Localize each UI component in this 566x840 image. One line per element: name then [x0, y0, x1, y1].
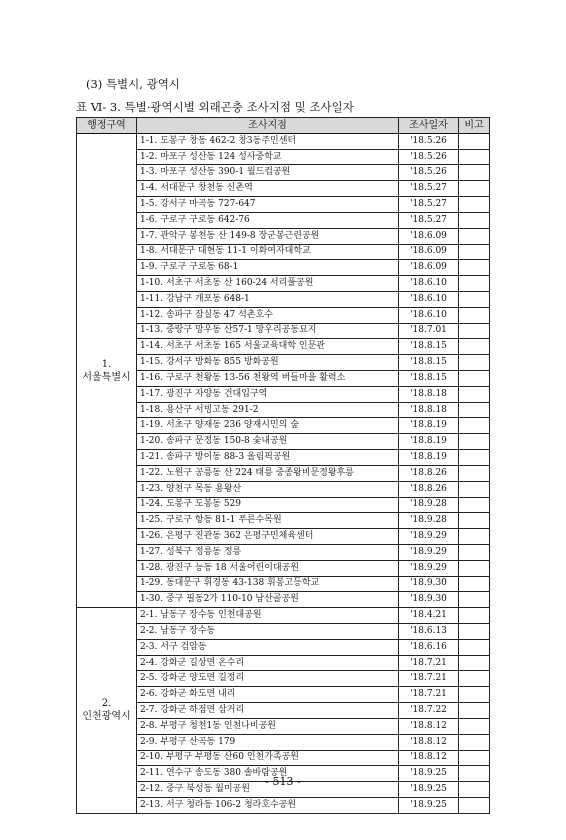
remark-cell [459, 434, 490, 450]
site-cell: 2-8. 부평구 청천1동 인천나비공원 [137, 718, 399, 734]
table-row [77, 687, 490, 703]
date-cell: '18.8.12 [399, 734, 459, 750]
table-row [77, 655, 490, 671]
header-site: 조사지점 [137, 118, 399, 134]
site-cell: 1-18. 용산구 서빙고동 291-2 [137, 402, 399, 418]
date-cell: '18.9.29 [399, 544, 459, 560]
remark-cell [459, 181, 490, 197]
date-cell: '18.8.26 [399, 465, 459, 481]
site-cell: 1-22. 노원구 공릉동 산 224 태릉 중종왕비문정왕후릉 [137, 465, 399, 481]
date-cell: '18.6.09 [399, 260, 459, 276]
remark-cell [459, 797, 490, 813]
table-row [77, 212, 490, 228]
remark-cell [459, 260, 490, 276]
remark-cell [459, 323, 490, 339]
table-row [77, 639, 490, 655]
site-cell: 1-4. 서대문구 창천동 신촌역 [137, 181, 399, 197]
remark-cell [459, 165, 490, 181]
date-cell: '18.6.10 [399, 291, 459, 307]
date-cell: '18.6.16 [399, 639, 459, 655]
site-cell: 1-14. 서초구 서초동 165 서울교육대학 인문관 [137, 339, 399, 355]
site-cell: 2-12. 중구 북성동 월미공원 [137, 782, 399, 798]
site-cell: 1-6. 구로구 구로동 642-76 [137, 212, 399, 228]
date-cell: '18.5.27 [399, 197, 459, 213]
date-cell: '18.8.19 [399, 434, 459, 450]
site-cell: 2-10. 부평구 부평동 산60 인천가족공원 [137, 750, 399, 766]
table-row [77, 133, 490, 149]
table-row [77, 560, 490, 576]
date-cell: '18.9.30 [399, 592, 459, 608]
table-row [77, 165, 490, 181]
site-cell: 1-16. 구로구 천왕동 13-56 천왕역 버들마을 활력소 [137, 371, 399, 387]
table-caption: 표 Ⅵ- 3. 특별·광역시별 외래곤충 조사지점 및 조사일자 [76, 100, 354, 114]
date-cell: '18.9.28 [399, 513, 459, 529]
survey-sites-table [76, 117, 490, 814]
date-cell: '18.8.18 [399, 402, 459, 418]
remark-cell [459, 371, 490, 387]
table-row [77, 434, 490, 450]
region-name: 서울특별시 [82, 371, 131, 383]
region-number: 1. [101, 358, 112, 370]
site-cell: 2-13. 서구 청라동 106-2 청라호수공원 [137, 797, 399, 813]
site-cell: 2-3. 서구 검암동 [137, 639, 399, 655]
site-cell: 1-12. 송파구 잠실동 47 석촌호수 [137, 307, 399, 323]
remark-cell [459, 386, 490, 402]
site-cell: 2-4. 강화군 길상면 온수리 [137, 655, 399, 671]
date-cell: '18.7.21 [399, 655, 459, 671]
table-row [77, 323, 490, 339]
site-cell: 1-19. 서초구 양재동 236 양재시민의 숲 [137, 418, 399, 434]
remark-cell [459, 355, 490, 371]
site-cell: 1-27. 성북구 정릉동 정릉 [137, 544, 399, 560]
site-cell: 1-28. 광진구 능동 18 서울어린이대공원 [137, 560, 399, 576]
table-row [77, 291, 490, 307]
date-cell: '18.8.15 [399, 339, 459, 355]
remark-cell [459, 339, 490, 355]
remark-cell [459, 671, 490, 687]
remark-cell [459, 497, 490, 513]
remark-cell [459, 418, 490, 434]
table-row [77, 371, 490, 387]
site-cell: 1-20. 송파구 문정동 150-8 숯내공원 [137, 434, 399, 450]
date-cell: '18.8.26 [399, 481, 459, 497]
remark-cell [459, 244, 490, 260]
table-row [77, 624, 490, 640]
site-cell: 1-9. 구로구 구로동 68-1 [137, 260, 399, 276]
region-name: 인천광역시 [82, 711, 131, 723]
date-cell: '18.7.22 [399, 703, 459, 719]
date-cell: '18.9.30 [399, 576, 459, 592]
table-row [77, 181, 490, 197]
date-cell: '18.6.09 [399, 228, 459, 244]
date-cell: '18.4.21 [399, 608, 459, 624]
site-cell: 2-1. 남동구 장수동 인천대공원 [137, 608, 399, 624]
table-row [77, 149, 490, 165]
table-row [77, 481, 490, 497]
site-cell: 1-26. 은평구 진관동 362 은평구민체육센터 [137, 529, 399, 545]
date-cell: '18.5.27 [399, 212, 459, 228]
site-cell: 1-24. 도봉구 도봉동 529 [137, 497, 399, 513]
header-remark: 비고 [459, 118, 490, 134]
table-row [77, 307, 490, 323]
region-cell [77, 133, 137, 607]
site-cell: 1-10. 서초구 서초동 산 160-24 서리풀공원 [137, 276, 399, 292]
site-cell: 1-23. 양천구 목동 용왕산 [137, 481, 399, 497]
remark-cell [459, 576, 490, 592]
remark-cell [459, 212, 490, 228]
site-cell: 2-6. 강화군 화도면 내리 [137, 687, 399, 703]
remark-cell [459, 291, 490, 307]
table-row [77, 544, 490, 560]
remark-cell [459, 608, 490, 624]
table-row [77, 608, 490, 624]
date-cell: '18.9.28 [399, 497, 459, 513]
remark-cell [459, 307, 490, 323]
table-row [77, 671, 490, 687]
table-row [77, 797, 490, 813]
table-row [77, 418, 490, 434]
table-row [77, 529, 490, 545]
site-cell: 1-2. 마포구 성산동 124 성사중학교 [137, 149, 399, 165]
date-cell: '18.7.21 [399, 687, 459, 703]
date-cell: '18.9.29 [399, 529, 459, 545]
table-row [77, 260, 490, 276]
date-cell: '18.7.01 [399, 323, 459, 339]
table-row [77, 497, 490, 513]
date-cell: '18.8.15 [399, 355, 459, 371]
site-cell: 1-13. 중랑구 망우동 산57-1 망우리공동묘지 [137, 323, 399, 339]
header-region: 행정구역 [77, 118, 137, 134]
remark-cell [459, 639, 490, 655]
site-cell: 2-5. 강화군 양도면 길정리 [137, 671, 399, 687]
site-cell: 1-8. 서대문구 대현동 11-1 이화여자대학교 [137, 244, 399, 260]
site-cell: 1-25. 구로구 항동 81-1 푸른수목원 [137, 513, 399, 529]
page-number: - 513 - [265, 775, 301, 788]
table-row [77, 276, 490, 292]
date-cell: '18.6.10 [399, 307, 459, 323]
table-row [77, 703, 490, 719]
table-body [77, 133, 490, 813]
remark-cell [459, 624, 490, 640]
date-cell: '18.5.26 [399, 133, 459, 149]
table-row [77, 450, 490, 466]
date-cell: '18.9.25 [399, 782, 459, 798]
date-cell: '18.9.25 [399, 797, 459, 813]
site-cell: 1-17. 광진구 자양동 건대입구역 [137, 386, 399, 402]
table-row [77, 513, 490, 529]
remark-cell [459, 276, 490, 292]
remark-cell [459, 465, 490, 481]
site-cell: 1-3. 마포구 성산동 390-1 월드컵공원 [137, 165, 399, 181]
site-cell: 1-29. 동대문구 휘경동 43-138 휘봉고등학교 [137, 576, 399, 592]
table-row [77, 339, 490, 355]
site-cell: 1-15. 강서구 방화동 855 방화공원 [137, 355, 399, 371]
site-cell: 1-1. 도봉구 창동 462-2 창3동주민센터 [137, 133, 399, 149]
table-row [77, 244, 490, 260]
section-heading: (3) 특별시, 광역시 [86, 77, 180, 91]
remark-cell [459, 228, 490, 244]
date-cell: '18.8.15 [399, 371, 459, 387]
date-cell: '18.8.12 [399, 718, 459, 734]
date-cell: '18.6.13 [399, 624, 459, 640]
date-cell: '18.9.29 [399, 560, 459, 576]
remark-cell [459, 450, 490, 466]
table-row [77, 750, 490, 766]
remark-cell [459, 529, 490, 545]
table-row [77, 228, 490, 244]
remark-cell [459, 703, 490, 719]
site-cell: 2-9. 부평구 산곡동 179 [137, 734, 399, 750]
table-row [77, 386, 490, 402]
table-row [77, 734, 490, 750]
table-row [77, 576, 490, 592]
header-date: 조사일자 [399, 118, 459, 134]
site-cell: 1-30. 중구 필동2가 110-10 남산골공원 [137, 592, 399, 608]
site-cell: 2-2. 남동구 장수동 [137, 624, 399, 640]
remark-cell [459, 197, 490, 213]
site-cell: 2-7. 강화군 하점면 삼거리 [137, 703, 399, 719]
remark-cell [459, 718, 490, 734]
table-header-row [77, 118, 490, 134]
remark-cell [459, 655, 490, 671]
site-cell: 1-21. 송파구 방이동 88-3 올림픽공원 [137, 450, 399, 466]
site-cell: 1-7. 관악구 봉천동 산 149-8 장군봉근린공원 [137, 228, 399, 244]
table-row [77, 592, 490, 608]
remark-cell [459, 149, 490, 165]
remark-cell [459, 592, 490, 608]
date-cell: '18.9.25 [399, 766, 459, 782]
remark-cell [459, 133, 490, 149]
remark-cell [459, 750, 490, 766]
remark-cell [459, 402, 490, 418]
date-cell: '18.8.19 [399, 418, 459, 434]
remark-cell [459, 481, 490, 497]
site-cell: 2-11. 연수구 송도동 380 솔바람공원 [137, 766, 399, 782]
date-cell: '18.6.09 [399, 244, 459, 260]
table-row [77, 718, 490, 734]
region-number: 2. [101, 698, 112, 710]
date-cell: '18.8.18 [399, 386, 459, 402]
site-cell: 1-11. 강남구 개포동 648-1 [137, 291, 399, 307]
date-cell: '18.8.12 [399, 750, 459, 766]
remark-cell [459, 734, 490, 750]
table-row [77, 465, 490, 481]
remark-cell [459, 687, 490, 703]
date-cell: '18.5.26 [399, 149, 459, 165]
table-row [77, 355, 490, 371]
date-cell: '18.5.27 [399, 181, 459, 197]
date-cell: '18.8.19 [399, 450, 459, 466]
table-row [77, 402, 490, 418]
remark-cell [459, 513, 490, 529]
date-cell: '18.5.26 [399, 165, 459, 181]
date-cell: '18.7.21 [399, 671, 459, 687]
site-cell: 1-5. 강서구 마곡동 727-647 [137, 197, 399, 213]
remark-cell [459, 544, 490, 560]
remark-cell [459, 560, 490, 576]
table-row [77, 197, 490, 213]
date-cell: '18.6.10 [399, 276, 459, 292]
